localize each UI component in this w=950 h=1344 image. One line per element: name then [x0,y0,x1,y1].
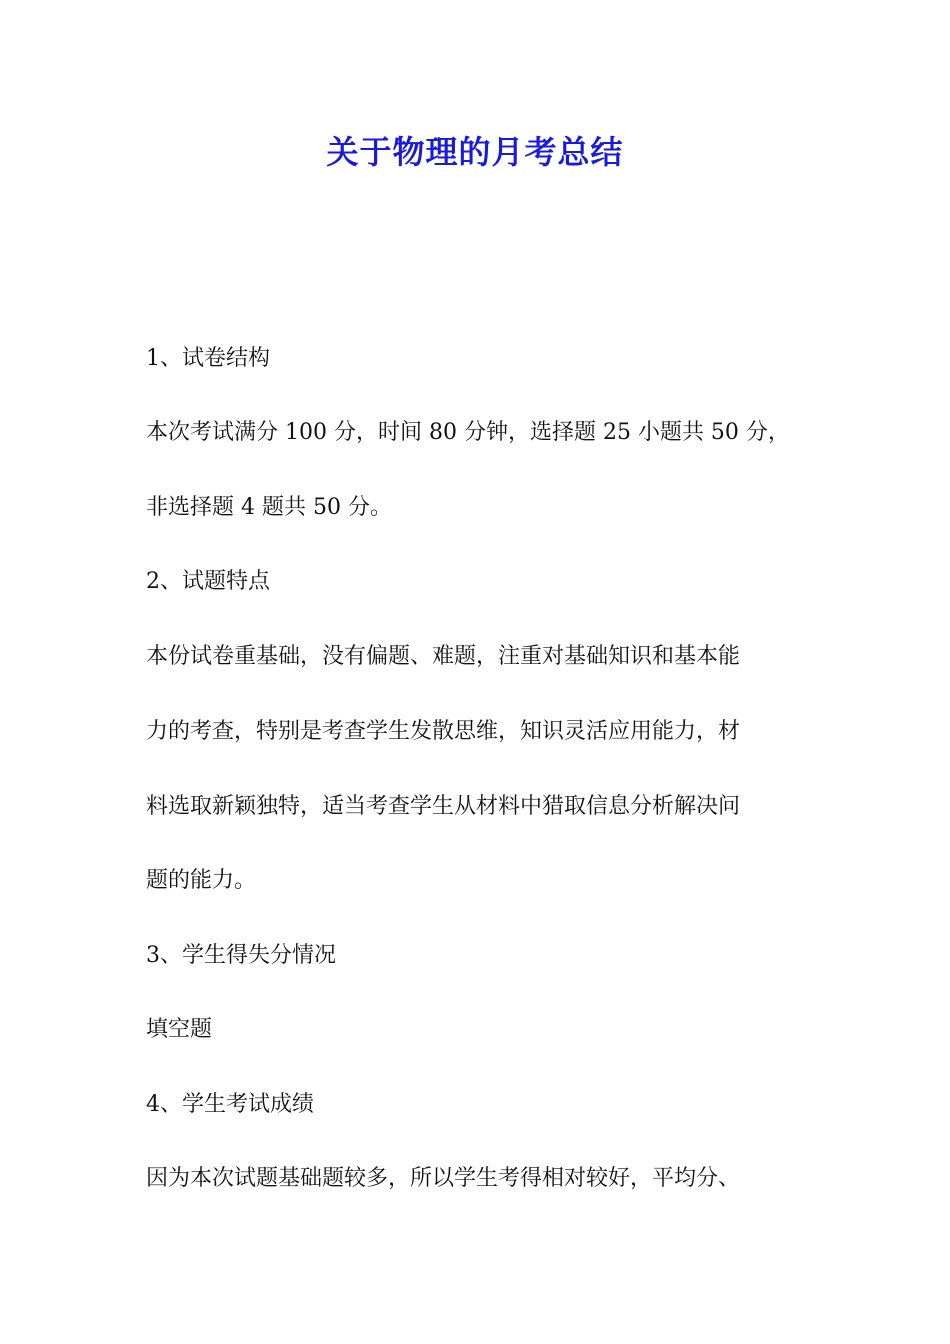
paragraph-line: 非选择题 4 题共 50 分。 [146,495,392,520]
paragraph-line: 填空题 [146,1017,213,1042]
paragraph-line: 本次考试满分 100 分，时间 80 分钟，选择题 25 小题共 50 分， [146,420,790,445]
paragraph-line: 因为本次试题基础题较多，所以学生考得相对较好，平均分、 [146,1166,741,1191]
paragraph-line: 力的考查，特别是考查学生发散思维，知识灵活应用能力，材 [146,719,741,744]
section-heading-4: 4、学生考试成绩 [146,1092,314,1117]
paragraph-line: 本份试卷重基础，没有偏题、难题，注重对基础知识和基本能 [146,644,741,669]
paragraph-line: 题的能力。 [146,868,257,893]
section-heading-2: 2、试题特点 [146,569,270,594]
section-heading-1: 1、试卷结构 [146,346,270,371]
section-heading-3: 3、学生得失分情况 [146,943,336,968]
paragraph-line: 料选取新颖独特，适当考查学生从材料中猎取信息分析解决问 [146,794,741,819]
page-title: 关于物理的月考总结 [326,133,624,171]
